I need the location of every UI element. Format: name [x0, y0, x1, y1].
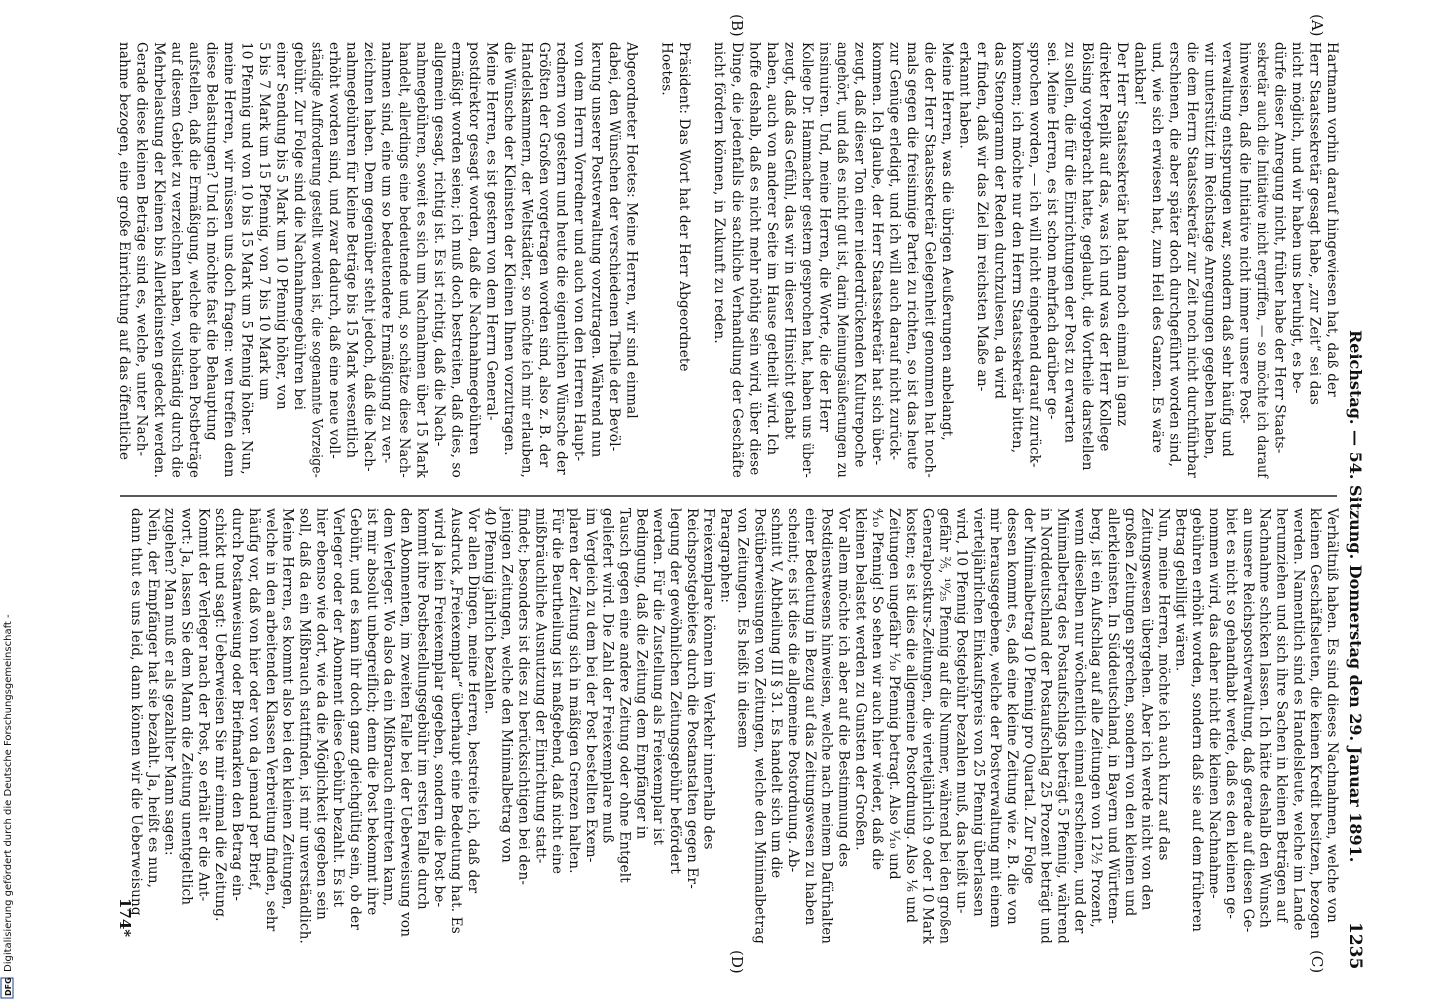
text-line: Minimalbetrag des Postaufschlags beträgt 5 Pfennig, während [1054, 508, 1071, 949]
text-line: Nun, meine Herren, möchte ich auch kurz auf das [1155, 508, 1172, 861]
text-line: welche in den arbeitenden Klassen Verbreitung finden, sehr [262, 508, 279, 932]
text-line: zu sollen, die für die Einrichtungen der Post zu erwarten [1061, 42, 1078, 444]
text-line: das Stenogramm der Reden durchzulesen, da wird [991, 42, 1008, 400]
text-line: Bölsing vorgebracht hatte, geglaubt, die Vortheile darstellen [1078, 42, 1095, 471]
running-header: Reichstag. — 54. Sitzung. Donnerstag den 29. Januar 1891. [1346, 330, 1365, 863]
text-line: gefähr ⅖, ¹⁰⁄₂₅ Pfennig auf die Nummer, während bei den großen [936, 508, 953, 964]
text-line: nicht möglich, und wir haben uns beruhigt, es be- [1289, 42, 1305, 394]
text-line: und, wie sich erwiesen hat, zum Heil des Ganzen. Es wäre [1148, 42, 1165, 454]
text-line: zur Genüge erledigt, und ich will auch darauf nicht zurück- [886, 42, 903, 461]
text-line: großen Zeitungen sprechen, sondern von den kleinen und [1121, 508, 1138, 917]
text-line: erkannt haben. [956, 42, 973, 149]
text-line: Kollege Dr. Hammacher gestern gesprochen hat, haben uns über- [798, 42, 815, 505]
text-line: Größten der Großen vorgetragen worden sind, also z. B. der [536, 42, 553, 468]
text-line: allgemein gesagt, richtig ist. Es ist richtig, daß die Nach- [431, 42, 448, 447]
text-line: direkter Replik auf das, was ich und was der Herr Kollege [1096, 42, 1113, 452]
text-line: Freiexemplare können im Verkehr innerhalb des [700, 508, 717, 850]
text-line: werden. Für die Zustellung als Freiexemplar ist [650, 508, 667, 846]
text-line: jenigen Zeitungen, welche den Minimalbetrag von [498, 508, 515, 863]
text-line: Dinge, die jedenfalls die sachliche Verhandlung der Geschäfte [728, 42, 745, 480]
text-line: nommen wird, das daher nicht die kleinen Nachnahme- [1206, 508, 1223, 899]
text-line: einer Bedeutung in Bezug auf das Zeitungswesen zu haben [801, 508, 818, 926]
text-line: Handelskammern, der Weltstädter, so möchte ich mir erlauben, [518, 42, 535, 490]
text-line: gebühren erhöht worden, sondern daß sie auf dem früheren [1189, 508, 1206, 933]
text-line: er finden, daß wir das Ziel im reichsten Maße an- [973, 42, 990, 392]
text-line: Vor allem möchte ich aber auf die Bestimmung des [835, 508, 852, 868]
text-line: nicht fördern können, in Zukunft zu reden. [711, 42, 728, 344]
text-line: zugehen? Man muß er als gezahlter Mann sagen: [161, 508, 178, 856]
text-line: wort: Ja, lassen Sie dem Mann die Zeitung unentgeltlich [178, 508, 195, 906]
text-line: Generalpostkurs-Zeitungen, die vierteljährlich 9 oder 10 Mark [919, 508, 936, 950]
dfg-logo-icon: DFG [4, 977, 13, 996]
text-line: Meine Herren, was die übrigen Aeußerungen anbelangt, [938, 42, 955, 441]
text-line: ermäßigt worden seien; ich muß doch bestreiten, daß dies, so [448, 42, 465, 479]
text-line: 10 Pfennig und von 10 bis 15 Mark um 5 Pfennig höher. Nun, [238, 42, 255, 475]
text-line: zeichnen haben. Dem gegenüber steht jedoch, daß die Nach- [361, 42, 378, 472]
text-line: aufstellen, daß die Ermäßigung, welche die hohen Postbeträge [186, 42, 202, 486]
text-line: erhöht worden sind, und zwar dadurch, daß eine neue voll- [326, 42, 343, 459]
text-line: Für die Beurtheilung ist maßgebend, daß nicht eine [549, 508, 566, 875]
text-line: zeugt, daß das Gefühl, das wir in dieser Hinsicht gehabt [781, 42, 798, 440]
text-line: geliefert wird. Die Zahl der Freiexemplare muß [599, 508, 616, 844]
text-line: Meine Herren, es ist gestern von dem Herrn General- [483, 42, 500, 421]
text-line: scheint; es ist dies die allgemeine Postordnung. Ab- [785, 508, 801, 873]
text-line: dabei, den Wünschen der verschiedenen Theile der Bevöl- [606, 42, 623, 452]
text-line: dürfe dieser Anregung nicht, früher habe der Herr Staats- [1271, 42, 1288, 454]
text-line: Meine Herren, es kommt also bei den kleinen Zeitungen, [279, 508, 296, 910]
text-line: den Abonnenten, im zweiten Falle bei der Ueberweisung von [397, 508, 414, 938]
text-line: werden. Namentlich sind es Handelsleute, welche im Lande [1290, 508, 1307, 931]
text-line: kosten; es ist dies die allgemeine Postordnung. Also ⅙ und [902, 508, 919, 924]
text-line: Tausch gegen eine andere Zeitung oder ohne Entgelt [616, 508, 633, 883]
text-line: sekretär auch die Initiative nicht ergriffen, — so möchte ich darauf [1254, 42, 1270, 516]
text-line: kerung unserer Postverwaltung vorzutragen. Während nun [588, 42, 605, 458]
text-line: Präsident: Das Wort hat der Herr Abgeordnete [676, 42, 693, 372]
text-line: nahme bezogen, eine große Einrichtung auf das öffentliche [116, 42, 132, 461]
text-line: Abgeordneter Hoetes: Meine Herren, wir sind einmal [623, 42, 640, 419]
text-line: an unsere Reichspostverwaltung, daß gerade auf diesen Ge- [1239, 508, 1256, 933]
text-line: Mehrbelastung der Kleinen bis Allerkleinsten gedeckt werden. [151, 42, 167, 485]
text-line: von dem Herrn Vorredner und auch von den Herren Haupt- [571, 42, 588, 462]
text-line: hier ebenso wie dort, wie da die Möglichkeit gegeben sein [313, 508, 330, 921]
text-line: dem Verleger. Wo also da ein Mißbrauch eintreten kann, [380, 508, 397, 907]
margin-letter-a: (A) [1308, 14, 1326, 37]
text-line: insinuiren. Und, meine Herren, die Worte, die der Herr [816, 42, 833, 432]
text-line: die der Herr Staatssekretär Gelegenheit genommen hat noch- [921, 42, 938, 480]
text-line: ⁴⁄₁₀ Pfennig! So sehen wir auch hier wieder, daß die [869, 508, 886, 871]
text-line: schickt und sagt: Ueberweisen Sie mir einmal die Zeitung. [212, 508, 229, 922]
text-line: wenn dieselben nur wöchentlich einmal erscheinen, und der [1071, 508, 1088, 934]
text-line: Zeitungswesen übergehen. Aber ich werde nicht von den [1138, 508, 1155, 911]
text-line: Kommt der Verleger nach der Post, so erhält er die Ant- [195, 508, 212, 902]
text-line: meine Herren, wir müssen uns doch fragen: wen treffen denn [221, 42, 237, 478]
sheet-signature: 174* [116, 898, 134, 938]
text-line: erschienen, die aber später doch durchgeführt worden sind, [1166, 42, 1183, 468]
text-line: Betrag gebilligt wären. [1172, 508, 1189, 672]
text-line: Hartmann vorhin darauf hingewiesen hat, daß der [1324, 42, 1340, 397]
text-line: nahmegebühren für kleine Beträge bis 15 Mark wesentlich [343, 42, 360, 459]
text-line: nahmegebühren, soweit es sich um Nachnahmen über 15 Mark [413, 42, 430, 489]
text-line: verwaltung entsprungen war, sondern daß sehr häufig und [1219, 42, 1235, 457]
text-line: Hoetes. [658, 42, 675, 96]
text-line: kleinen Geschäftsleuten, die keinen Kredit besitzen, bezogen [1307, 508, 1324, 940]
text-line: kommt ihre Postbestellungsgebühr im ersten Falle durch [414, 508, 431, 910]
text-line: die dem Herrn Staatssekretär zur Zeit noch nicht durchführbar [1183, 42, 1200, 491]
text-line: allerkleinsten. In Süddeutschland, in Bayern und Württem- [1105, 508, 1121, 925]
text-line: ständige Aufforderung gestellt worden ist, die sogenannte Vorzeige- [308, 42, 325, 524]
text-line: Postüberweisungen von Zeitungen, welche den Minimalbetrag [751, 508, 768, 949]
text-line: wir unterstützt im Reichstage Anregungen gegeben haben, [1201, 42, 1218, 460]
text-line: mißbräuchliche Ausnutzung der Einrichtung statt- [532, 508, 549, 864]
text-line: kommen. Ich glaube, der Herr Staatssekretär hat sich über- [868, 42, 885, 466]
text-line: vierteljährlichen Einkaufspreis von 25 Pfennig überlassen [970, 508, 987, 917]
text-line: dessen kommt es, daß eine kleine Zeitung wie z. B. die von [1003, 508, 1020, 925]
text-line: Reichspostgebietes durch die Postanstalten gegen Er- [683, 508, 700, 889]
text-line: im Vergleich zu dem bei der Post bestellten Exem- [582, 508, 599, 863]
text-line: Zeitungen ungefähr ⅒ Pfennig betragt. Also ¹⁄₁₀ und [886, 508, 902, 880]
text-line: Vor allen Dingen, meine Herren, bestreite ich, daß der [464, 508, 481, 894]
text-line: mir herausgegebene, welche der Postverwaltung mit einem [987, 508, 1004, 928]
text-line: Verhältniß haben. Es sind dieses Nachnahmen, welche von [1324, 508, 1340, 923]
margin-letter-b: (B) [728, 14, 746, 37]
text-line: mals gegen die freisinnige Partei zu richten, so ist das heute [903, 42, 920, 470]
text-line: von Zeitungen. Es heißt in diesem [734, 508, 751, 749]
text-line: Gebühr, und es kann ihr doch ganz gleichgültig sein, ob der [347, 508, 363, 930]
text-line: gebühr. Zur Folge sind die Nachnahmegebühren bei [291, 42, 308, 411]
text-line: Herr Staatssekretär gesagt habe, „zur Zeit“ sei das [1306, 42, 1323, 405]
text-line: 40 Pfennig jährlich bezahlen. [481, 508, 498, 715]
text-line: in Norddeutschland der Postaufschlag 25 Prozent beträgt und [1037, 508, 1054, 947]
margin-letter-d: (D) [728, 950, 746, 974]
text-line: soll, daß da ein Mißbrauch stattfinden, ist mir unverständlich. [296, 508, 313, 948]
text-line: Nein, der Empfänger hat sie bezahlt. Ja, heißt es nun, [144, 508, 161, 889]
text-line: kleinen belastet werden zu Gunsten der Großen. [852, 508, 869, 851]
text-line: Der Herr Staatssekretär hat dann noch einmal in ganz [1113, 42, 1130, 427]
page-number: 1235 [1345, 922, 1365, 970]
text-line: Paragraphen: [717, 508, 734, 604]
text-line: legung der gewöhnlichen Zeitungsgebühr befördert [667, 508, 683, 875]
text-line: findet; besonders ist dies zu berücksichtigen bei den- [515, 508, 532, 886]
text-line: Verleger oder der Abonnent diese Gebühr bezahlt. Es ist [330, 508, 347, 908]
text-line: dann thut es uns leid, dann können wir die Ueberweisung [128, 508, 144, 916]
text-line: nahmen sind, eine um so bedeutendere Ermäßigung zu ver- [378, 42, 395, 464]
text-line: wird, 10 Pfennig Postgebühr bezahlen muß, das heißt un- [953, 508, 970, 914]
text-line: auf diesem Gebiet zu verzeichnen haben, vollständig durch die [168, 42, 185, 486]
digitization-caption: Digitalisierung gefördert durch die Deutsche Forschungsgemeinschaft - [3, 614, 14, 972]
text-line: Gerade diese kleinen Beträge sind es, welche, unter Nach- [133, 42, 150, 457]
text-line: hoffe deshalb, daß es nicht mehr nöthig sein wird, über diese [746, 42, 763, 476]
text-line: einer Sendung bis 5 Mark um 10 Pfennig höher, von [273, 42, 290, 410]
text-line: angehört, und daß es nicht gut ist, darin Meinungsäußerungen zu [833, 42, 850, 508]
text-line: Nachnahme schicken lassen. Ich hätte deshalb den Wunsch [1256, 508, 1273, 929]
text-line: plaren der Zeitung sich in mäßigen Grenzen halten. [566, 508, 582, 874]
text-line: ist mir absolut unbegreiflich; denn die Post bekommt ihre [363, 508, 380, 916]
text-line: biet es nicht so gehandhabt werde, daß es den kleinen ge- [1222, 508, 1239, 920]
text-line: Postdienstwesens hinweisen, welche nach meinem Dafürhalten [818, 508, 835, 954]
text-line: die Wünsche der Kleinsten der Kleinen Ihnen vorzutragen. [501, 42, 518, 456]
text-line: kommen; ich möchte nur den Herrn Staatssekretär bitten, [1008, 42, 1025, 454]
text-line: Ausdruck „Freiexemplar“ überhaupt eine Bedeutung hat. Es [448, 508, 465, 934]
text-line: schnitt V, Abtheilung III § 31. Es handelt sich um die [768, 508, 785, 879]
text-line: 5 bis 7 Mark um 15 Pfennig, von 7 bis 10 Mark um [256, 42, 273, 401]
text-line: zeugt, daß dieser Ton einer niederdrückenden Kulturepoche [851, 42, 868, 468]
text-line: sei. Meine Herren, es ist schon mehrfach darüber ge- [1043, 42, 1060, 420]
text-line: haben, auch von anderer Seite im Hause getheilt wird. Ich [763, 42, 780, 456]
text-line: hinweisen, daß die Initiative nicht immer unsere Post- [1236, 42, 1253, 424]
text-line: sprochen worden, — ich will nicht eingehend darauf zurück- [1026, 42, 1043, 468]
text-line: häufig vor, daß von hier oder von da jemand per Brief, [245, 508, 262, 892]
text-line: berg, ist ein Aufschlag auf alle Zeitungen von 12½ Prozent, [1088, 508, 1105, 928]
text-line: der Minimalbetrag 10 Pfennig pro Quartal. Zur Folge [1020, 508, 1037, 885]
text-line: herumziehen und sich ihre Sachen in kleinen Beträgen auf [1273, 508, 1290, 923]
text-line: postdirektor gesagt worden, daß die Nachnahmegebühren [466, 42, 483, 455]
text-line: dankbar! [1131, 42, 1148, 106]
text-line: Bedingung, daß die Zeitung dem Empfänger in [633, 508, 650, 840]
margin-letter-c: (C) [1308, 950, 1326, 974]
text-line: durch Postanweisung oder Briefmarken den Betrag ein- [229, 508, 246, 902]
text-line: handelt, allerdings eine bedeutende und, so schätze diese Nach- [396, 42, 413, 497]
text-line: wird ja kein Freiexemplar gegeben, sondern die Post be- [431, 508, 448, 908]
text-line: rednern von gestern und heute die eigentlichen Wünsche der [553, 42, 570, 475]
text-line: diese Belastungen? Und ich möchte fast die Behauptung [203, 42, 220, 441]
